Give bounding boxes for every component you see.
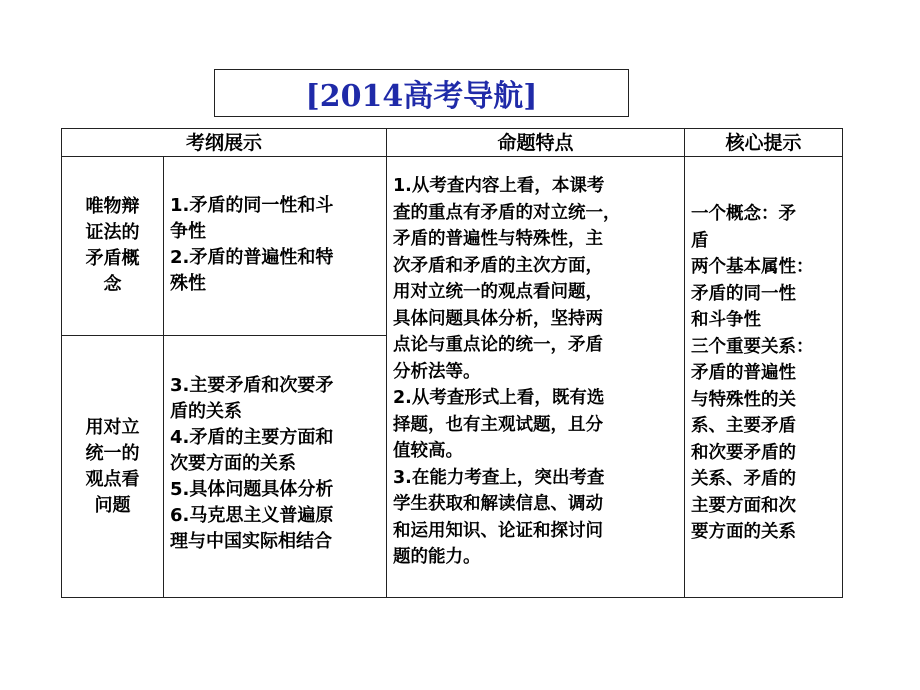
tip-line: 系、主要矛盾 [691,416,796,436]
tip-line: 主要方面和次 [691,495,796,516]
outline-line: 盾的关系 [170,401,242,422]
feature-line: 值较高。 [393,441,463,461]
feature-line: 题的能力。 [393,547,481,567]
outline-cell-1 [163,156,387,336]
feature-line: 查的重点有矛盾的对立统一， [393,202,621,223]
topic-line: 用对立 [85,416,140,438]
feature-line: 矛盾的普遍性与特殊性，主 [393,229,603,249]
tip-line: 盾 [691,230,709,251]
exam-guide-table [61,128,843,598]
outline-line: 2.矛盾的普遍性和特 [170,247,334,268]
header-tips: 核心提示 [684,128,843,157]
outline-line: 1.矛盾的同一性和斗 [170,195,334,216]
outline-line: 殊性 [170,273,206,294]
topic-cell-2 [61,335,164,598]
topic-line: 问题 [94,494,131,516]
tip-line: 和次要矛盾的 [691,442,796,463]
features-cell [386,156,685,598]
tip-line: 与特殊性的关 [691,389,796,410]
topic-line: 证法的 [85,222,140,243]
tip-line: 三个重要关系： [691,336,814,357]
feature-line: 次矛盾和矛盾的主次方面， [393,255,603,276]
feature-line: 2.从考查形式上看，既有选 [393,388,605,408]
feature-line: 学生获取和解读信息、调动 [393,494,603,514]
outline-cell-2 [163,335,387,598]
feature-line: 3.在能力考查上，突出考查 [393,467,605,488]
outline-line: 6.马克思主义普遍原 [170,505,334,526]
topic-text-1 [86,194,140,298]
feature-line: 具体问题具体分析，坚持两 [393,308,603,329]
tip-line: 和斗争性 [691,310,761,330]
tip-line: 矛盾的同一性 [691,283,796,304]
tips-cell [684,156,843,598]
feature-line: 择题，也有主观试题，且分 [393,414,603,435]
tip-line: 关系、矛盾的 [691,469,796,489]
outline-line: 3.主要矛盾和次要矛 [170,375,334,396]
topic-line: 念 [103,274,122,295]
tip-line: 两个基本属性： [691,257,814,277]
feature-line: 和运用知识、论证和探讨问 [393,520,603,541]
topic-line: 唯物辩 [85,196,140,217]
outline-line: 次要方面的关系 [170,453,296,474]
topic-line: 统一的 [85,442,140,464]
outline-line: 理与中国实际相结合 [170,531,332,552]
outline-line: 5.具体问题具体分析 [170,479,334,500]
header-features: 命题特点 [386,128,685,157]
topic-text-2 [86,415,140,519]
outline-line: 争性 [170,221,206,242]
feature-line: 分析法等。 [393,361,481,382]
page-title: [2014高考导航] [305,79,538,114]
topic-cell-1 [61,156,164,336]
title-box [214,69,629,117]
tip-line: 要方面的关系 [691,522,796,542]
feature-line: 1.从考查内容上看，本课考 [393,176,605,196]
feature-line: 用对立统一的观点看问题， [393,282,603,302]
tip-line: 一个概念：矛 [691,204,796,224]
tip-line: 矛盾的普遍性 [691,363,796,383]
feature-line: 点论与重点论的统一，矛盾 [393,335,603,355]
topic-line: 矛盾概 [85,248,140,269]
outline-line: 4.矛盾的主要方面和 [170,427,334,448]
header-outline: 考纲展示 [61,128,387,157]
topic-line: 观点看 [85,468,140,490]
